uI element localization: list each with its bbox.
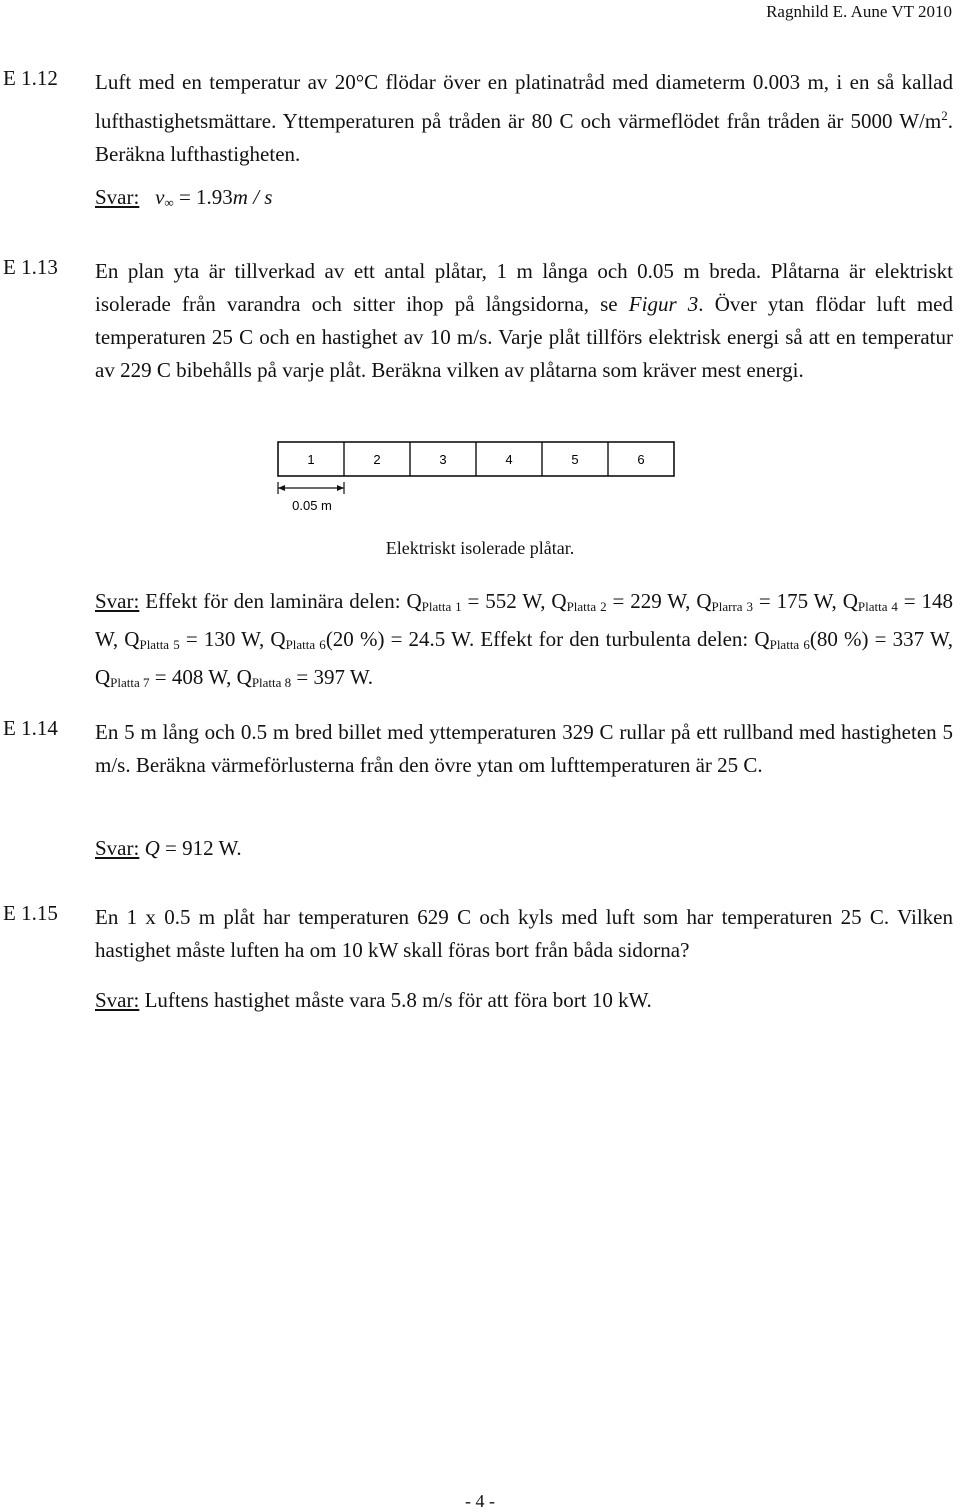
q-symbol: Q — [754, 627, 770, 651]
answer-value: Luftens hastighet måste vara 5.8 m/s för att föra bort 10 kW. — [139, 988, 652, 1012]
q-value: (20 %) = 24.5 W. — [325, 627, 481, 651]
dim-arrow-right — [337, 485, 344, 491]
plate-label-6: 6 — [637, 452, 645, 467]
q-subscript: Platta 6 — [769, 637, 810, 652]
page-number: - 4 - — [465, 1491, 495, 1511]
q-value: (80 %) = 337 W, — [809, 627, 953, 651]
exercise-number-e113: E 1.13 — [3, 255, 58, 279]
q-subscript: Platta 7 — [110, 675, 150, 690]
exercise-number-e112: E 1.12 — [3, 66, 58, 90]
exercise-e113-text — [95, 255, 953, 387]
plate-label-5: 5 — [571, 452, 579, 467]
exercise-e115-text: En 1 x 0.5 m plåt har temperaturen 629 C och kyls med luft som har temperaturen 25 C. Vilken hastighet måste luften ha om 10 kW skall föras bort från båda sidorna? — [95, 905, 953, 962]
q-value: = 397 W. — [291, 665, 374, 689]
e112-answer — [95, 185, 272, 211]
q-subscript: Platta 8 — [251, 675, 292, 690]
plate-label-2: 2 — [373, 452, 381, 467]
e113-text-part: En plan yta är tillverkad av ett antal plåtar, 1 m långa och 0.05 m breda. Plåtarna är elektriskt isolerade från varandra och sitter ihop på långsidorna, se — [95, 259, 953, 316]
figure-reference: Figur 3 — [628, 292, 699, 316]
q-symbol: Q — [144, 836, 160, 860]
q-symbol: Q — [236, 665, 252, 689]
q-symbol: Q — [842, 589, 858, 613]
answer-label: Svar: — [95, 185, 140, 209]
exercise-e112-text — [95, 66, 953, 171]
answer-value: = 912 W. — [159, 836, 242, 860]
plate-label-1: 1 — [307, 452, 315, 467]
infinity-subscript: ∞ — [164, 195, 174, 210]
plates-figure — [274, 438, 684, 518]
e112-text-end: . Beräkna lufthastigheten. — [95, 109, 953, 166]
e115-answer — [95, 988, 652, 1013]
q-value: = 130 W, — [179, 627, 271, 651]
e112-text-part: Luft med en temperatur av 20°C flödar över en platinatråd med diameterm 0.003 m, i en så kallad lufthastighetsmättare. Yttemperaturen på tråden är 80 C och värmeflödet från tråden är 5000 W/m — [95, 70, 953, 133]
plate-label-4: 4 — [505, 452, 513, 467]
e113-answer — [95, 585, 953, 699]
q-value: = 175 W, — [752, 589, 843, 613]
answer-value: = 1.93 — [173, 185, 233, 209]
plate-label-3: 3 — [439, 452, 447, 467]
q-symbol: Q — [551, 589, 567, 613]
q-symbol: Q — [696, 589, 712, 613]
figure-caption: Elektriskt isolerade plåtar. — [385, 538, 575, 558]
page-header: Ragnhild E. Aune VT 2010 — [766, 2, 952, 21]
velocity-symbol: v — [155, 185, 165, 209]
answer-label: Svar: — [95, 589, 140, 613]
exercise-number-e114: E 1.14 — [3, 716, 58, 740]
q-symbol: Q — [95, 665, 111, 689]
q-symbol: Q — [270, 627, 286, 651]
dim-arrow-left — [278, 485, 285, 491]
dimension-label: 0.05 m — [292, 498, 332, 513]
q-subscript: Platta 2 — [566, 599, 607, 614]
e113-text-end: . Över ytan flödar luft med temperaturen 25 C och en hastighet av 10 m/s. Varje plåt tillförs elektrisk energi så att en temperatur av 229 C bibehålls på varje plåt. Beräkna vilken av plåtarna som kräver mest energi. — [95, 292, 953, 382]
q-value: = 408 W, — [149, 665, 237, 689]
laminar-intro: Effekt för den laminära delen: — [145, 589, 407, 613]
answer-label: Svar: — [95, 836, 140, 860]
q-value: = 229 W, — [606, 589, 697, 613]
q-subscript: Platta 1 — [421, 599, 462, 614]
q-subscript: Platta 6 — [285, 637, 326, 652]
answer-label: Svar: — [95, 988, 140, 1012]
exercise-e114-text: En 5 m lång och 0.5 m bred billet med yttemperaturen 329 C rullar på ett rullband med hastigheten 5 m/s. Beräkna värmeförlusterna från den övre ytan om lufttemperaturen är 25 C. — [95, 720, 953, 777]
q-value: = 148 W, — [95, 589, 954, 651]
e112-superscript: 2 — [941, 108, 948, 123]
q-subscript: Platta 5 — [139, 637, 180, 652]
exercise-number-e115: E 1.15 — [3, 901, 58, 925]
q-symbol: Q — [124, 627, 140, 651]
turbulent-intro: Effekt for den turbulenta delen: — [480, 627, 755, 651]
q-symbol: Q — [406, 589, 422, 613]
answer-unit: m / s — [232, 185, 273, 209]
q-subscript: Plarra 3 — [711, 599, 753, 614]
q-subscript: Platta 4 — [857, 599, 898, 614]
q-value: = 552 W, — [461, 589, 552, 613]
e114-answer — [95, 836, 242, 861]
